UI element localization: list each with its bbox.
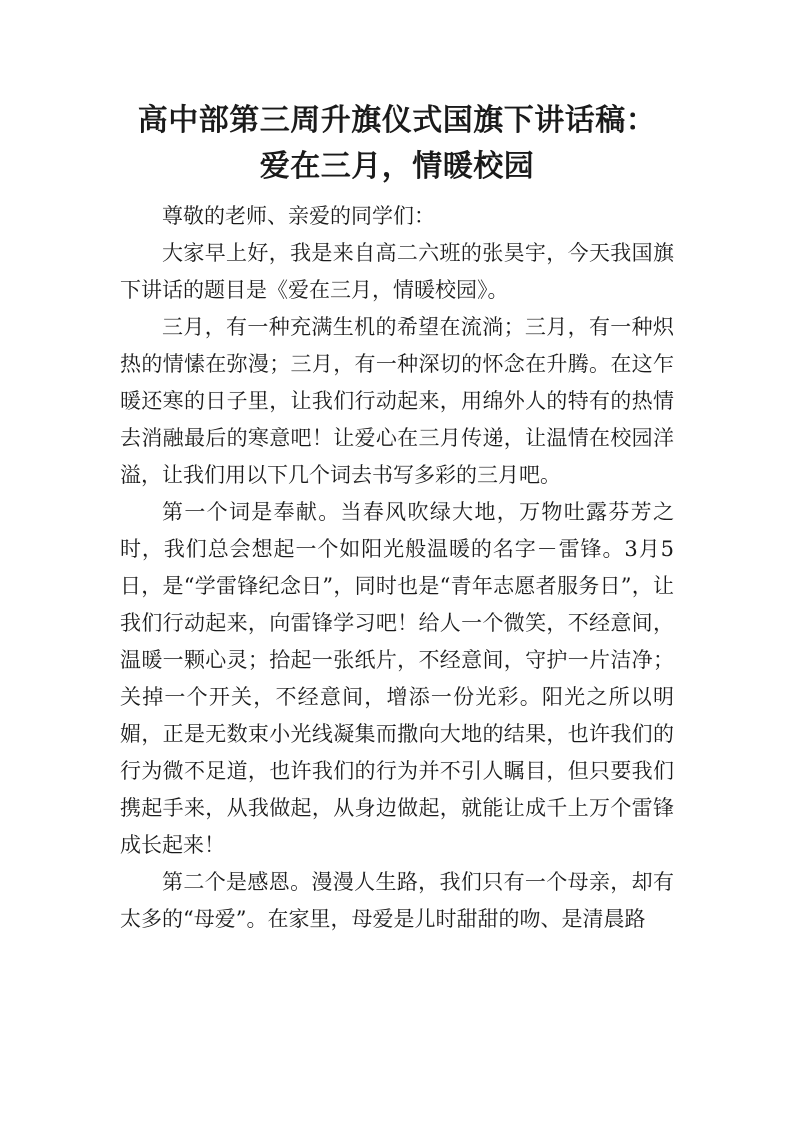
paragraph-greeting: 尊敬的老师、亲爱的同学们：	[162, 204, 435, 228]
document-body	[120, 198, 674, 938]
title-line-1: 高中部第三周升旗仪式国旗下讲话稿：	[137, 103, 657, 138]
document-title	[110, 98, 684, 190]
paragraph-intro: 大家早上好，我是来自高二六班的张昊宇，今天我国旗下讲话的题目是《爱在三月，情暖校园》。	[120, 241, 674, 302]
paragraph-march: 三月，有一种充满生机的希望在流淌；三月，有一种炽热的情愫在弥漫；三月，有一种深切的怀念在升腾。在这乍暖还寒的日子里，让我们行动起来，用绵外人的特有的热情去消融最后的寒意吧！让爱心在三月传递，让温情在校园洋溢，让我们用以下几个词去书写多彩的三月吧。	[120, 315, 674, 487]
title-line-2: 爱在三月，情暖校园	[259, 149, 535, 184]
paragraph-gratitude: 第二个是感恩。漫漫人生路，我们只有一个母亲，却有太多的“母爱”。在家里，母爱是儿时甜甜的吻、是清晨路	[120, 870, 674, 931]
paragraph-dedication: 第一个词是奉献。当春风吹绿大地，万物吐露芬芳之时，我们总会想起一个如阳光般温暖的名字－雷锋。3月5日，是“学雷锋纪念日”，同时也是“青年志愿者服务日”，让我们行动起来，向雷锋学习吧！给人一个微笑，不经意间，温暖一颗心灵；拾起一张纸片，不经意间，守护一片洁净；关掉一个开关，不经意间，增添一份光彩。阳光之所以明媚，正是无数束小光线凝集而撒向大地的结果，也许我们的行为微不足道，也许我们的行为并不引人瞩目，但只要我们携起手来，从我做起，从身边做起，就能让成千上万个雷锋成长起来！	[120, 500, 674, 857]
